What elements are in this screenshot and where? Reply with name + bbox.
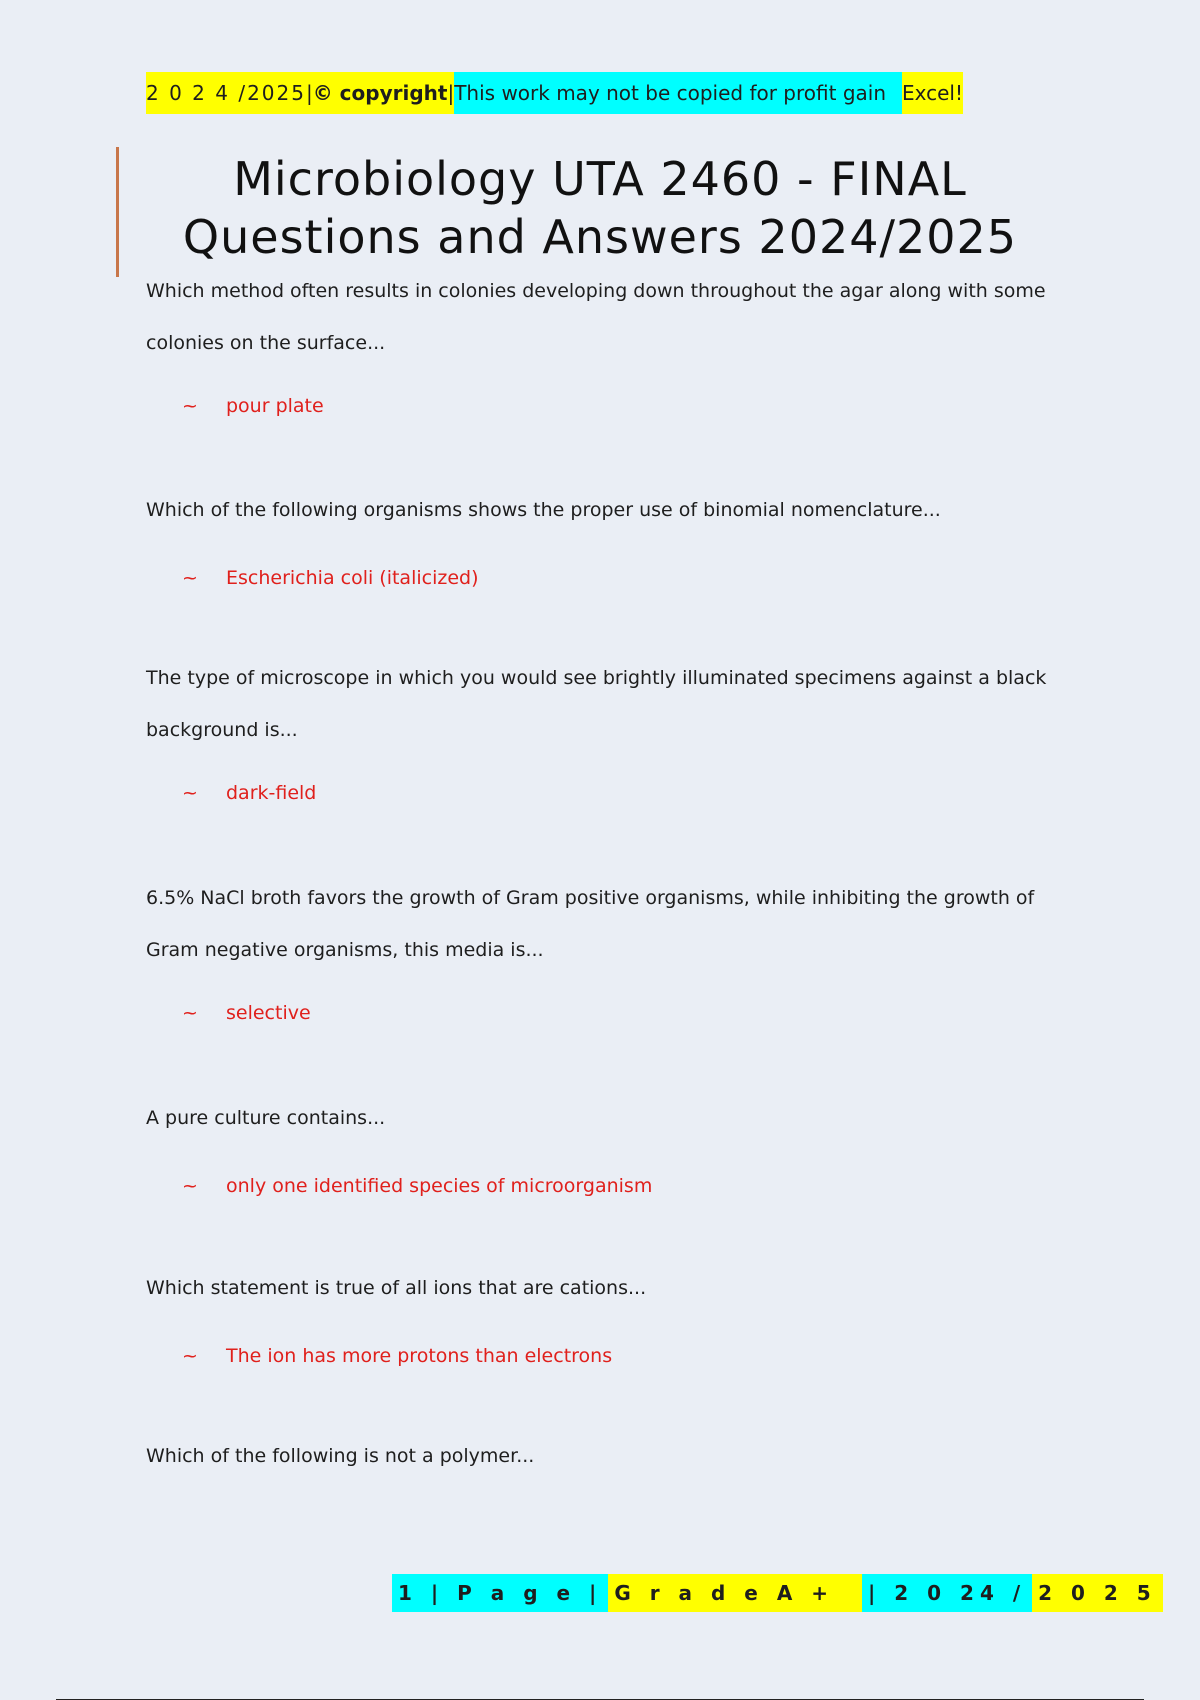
header-year: 2 0 2 4 /2025 — [146, 72, 306, 114]
answer-row — [182, 782, 316, 804]
footer-page-number: 1 | P a g e | — [392, 1574, 608, 1612]
question-text: A pure culture contains... — [146, 1107, 386, 1129]
answer-text: Escherichia coli (italicized) — [226, 567, 479, 589]
qa-item — [146, 652, 1066, 804]
question-text: Which statement is true of all ions that are cations... — [146, 1277, 647, 1299]
qa-item — [146, 484, 1066, 589]
answer-text: only one identified species of microorganism — [226, 1175, 653, 1197]
footer-year-end: 2 0 2 5 — [1032, 1574, 1163, 1612]
answer-row — [182, 395, 324, 417]
answer-marker: ~ — [182, 567, 198, 589]
footer-grade: G r a d e A + — [608, 1574, 862, 1612]
header-copyright: © copyright — [313, 72, 448, 114]
title-line-2: Questions and Answers 2024/2025 — [182, 210, 1018, 264]
footer-year-start: | 2 0 24 / — [862, 1574, 1032, 1612]
qa-item — [146, 1092, 1066, 1197]
answer-marker: ~ — [182, 1175, 198, 1197]
qa-item — [146, 1262, 1066, 1367]
answer-text: pour plate — [226, 395, 324, 417]
answer-marker: ~ — [182, 1345, 198, 1367]
qa-item — [146, 872, 1066, 1024]
qa-item — [146, 265, 1066, 417]
header-excel: Excel! — [902, 72, 963, 114]
header-separator: | — [447, 72, 454, 114]
answer-marker: ~ — [182, 395, 198, 417]
answer-text: dark-field — [226, 782, 317, 804]
answer-marker: ~ — [182, 1002, 198, 1024]
answer-row — [182, 567, 479, 589]
question-text: The type of microscope in which you would see brightly illuminated specimens against a black background is... — [146, 667, 1047, 741]
question-text: Which of the following organisms shows the proper use of binomial nomenclature... — [146, 499, 941, 521]
answer-row — [182, 1002, 311, 1024]
question-text: 6.5% NaCl broth favors the growth of Gram positive organisms, while inhibiting the growth of Gram negative organisms, this media is... — [146, 887, 1035, 961]
title-line-1: Microbiology UTA 2460 - FINAL — [233, 152, 967, 206]
qa-item — [146, 1430, 1066, 1482]
title-accent-rule — [116, 147, 119, 277]
question-text: Which method often results in colonies developing down throughout the agar along with some colonies on the surface... — [146, 280, 1046, 354]
page-footer — [392, 1574, 1163, 1612]
answer-text: selective — [226, 1002, 311, 1024]
header-banner — [146, 72, 963, 114]
page-title — [150, 150, 1050, 266]
header-notice: This work may not be copied for profit gain — [454, 72, 902, 114]
answer-marker: ~ — [182, 782, 198, 804]
header-separator: | — [306, 72, 313, 114]
answer-text: The ion has more protons than electrons — [226, 1345, 613, 1367]
question-text: Which of the following is not a polymer... — [146, 1445, 535, 1467]
answer-row — [182, 1345, 612, 1367]
answer-row — [182, 1175, 652, 1197]
